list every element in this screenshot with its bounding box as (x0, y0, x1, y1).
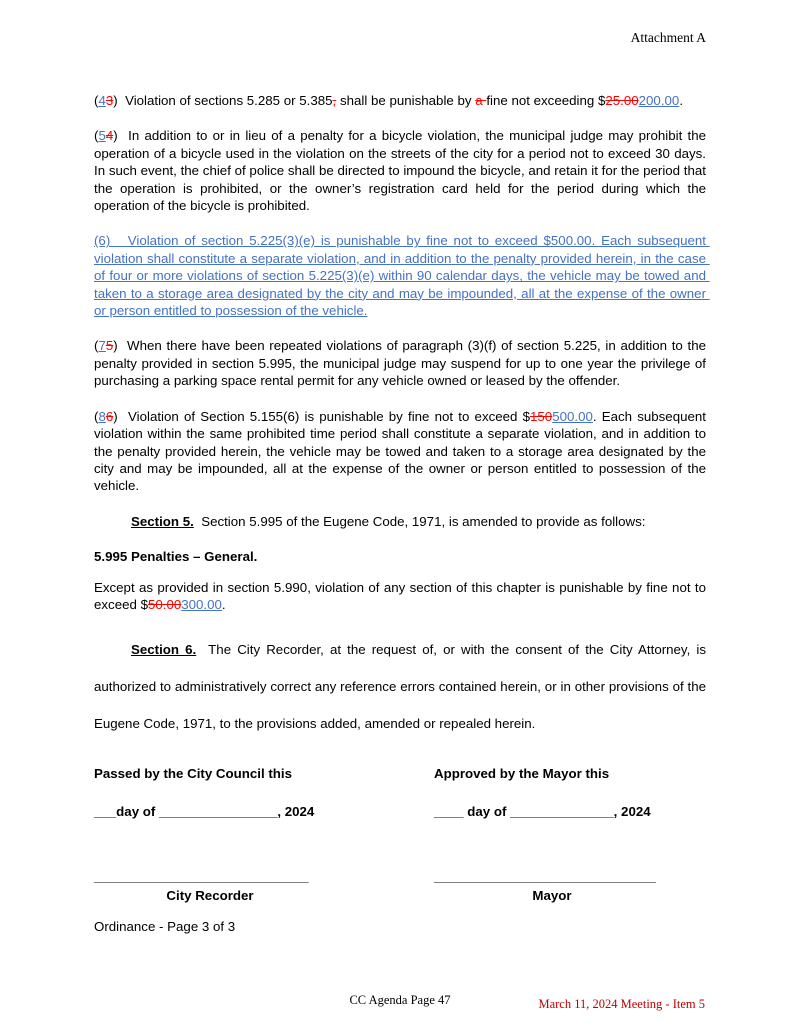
text-run-plain: ) In addition to or in lieu of a penalty for a bicycle violation, the municipal judge may prohibit the operation of a bicycle used in the violation on the streets of the city for a period not to exceed 30 days. In such event, the chief of police shall be directed to impound the bicycle, and retain it for the period that the operation is prohibited, or the owner’s registration card held for the period during which the operation of the bicycle is prohibited. (94, 128, 710, 214)
text-run-del: 4 (105, 128, 114, 144)
city-recorder-signature-line: _____________________________ (94, 869, 309, 885)
text-run-ins: 300.00 (181, 596, 222, 612)
text-run-del: 5 (105, 338, 114, 354)
text-run-boldu: Section 5. (131, 513, 194, 529)
text-run-boldu: Section 6. (131, 642, 197, 658)
text-run-ins: 7 (98, 338, 106, 354)
para-section-6 (94, 631, 710, 742)
text-run-plain: . Each subsequent violation within the same prohibited time period shall constitute a separate violation, and in addition to the penalty provided herein, the vehicle may be towed and taken to a storage area designated by the city and may be impounded, all at the expense of the owner or person entitled to possession of the vehicle. (94, 408, 710, 494)
text-run-ins: 200.00 (638, 93, 680, 108)
text-run-del: , (332, 93, 337, 108)
passed-by-council-label: Passed by the City Council this (94, 766, 293, 782)
text-run-del: 50.00 (147, 596, 182, 612)
mayor-title: Mayor (532, 887, 572, 903)
attachment-label: Attachment A (630, 30, 706, 45)
text-run-plain: ( (94, 93, 99, 108)
text-run-del: 25.00 (605, 93, 639, 108)
text-run-plain: ( (94, 338, 99, 354)
city-recorder-title: City Recorder (166, 887, 254, 903)
para-subsection-4 (94, 92, 706, 109)
text-run-plain: ) When there have been repeated violations of paragraph (3)(f) of section 5.225, in addition to the penalty provided in section 5.995, the municipal judge may suspend for up to one year the privilege of purchasing a parking space rental permit for any vehicle owned or leased by the offender. (94, 338, 710, 389)
council-day-of-line: ___day of ________________, 2024 (94, 803, 315, 819)
text-run-ins: 5 (98, 128, 106, 144)
text-run-plain: shall be punishable by (336, 93, 476, 108)
text-run-del: 6 (105, 408, 114, 424)
text-run-ins: 500.00 (552, 408, 593, 424)
text-run-ins: 8 (98, 408, 106, 424)
text-run-plain: ) Violation of sections 5.285 or 5.385 (113, 93, 333, 108)
text-run-del: 150 (530, 408, 553, 424)
document-paragraphs (94, 92, 710, 742)
text-run-bold: 5.995 Penalties – General. (94, 549, 258, 565)
para-subsection-6-inserted (94, 232, 710, 319)
text-run-plain: The City Recorder, at the request of, or with the consent of the City Attorney, is authorized to administratively correct any reference errors contained herein, or in other provisions of the Eugene Code, 1971, to the provisions added, amended or repealed herein. (94, 642, 710, 732)
agenda-page-label: CC Agenda Page 47 (349, 993, 451, 1007)
text-run-ins: (6) Violation of section 5.225(3)(e) is punishable by fine not to exceed $500.00. Each subsequent violation shall constitute a separate violation, and in addition to the penalty provided herein, in the case of four or more violations of section 5.225(3)(e) within 90 calendar days, the vehicle may be towed and taken to a storage area designated by the city and may be impounded, all at the expense of the owner or person entitled to possession of the vehicle. (94, 233, 710, 319)
text-run-plain: ( (94, 128, 99, 144)
page-footer (0, 993, 800, 1013)
ordinance-page-label: Ordinance - Page 3 of 3 (94, 918, 236, 934)
text-run-del: a (475, 93, 487, 108)
para-section-5 (94, 513, 706, 530)
text-run-plain: ) Violation of Section 5.155(6) is punishable by fine not to exceed $ (113, 408, 530, 424)
text-run-plain: . (679, 93, 684, 108)
para-subsection-5 (94, 127, 710, 214)
text-run-plain: fine not exceeding $ (486, 93, 606, 108)
text-run-plain: Except as provided in section 5.990, violation of any section of this chapter is punishable by fine not to exceed $ (94, 579, 710, 612)
text-run-plain: ( (94, 408, 99, 424)
mayor-day-of-line: ____ day of ______________, 2024 (434, 803, 651, 819)
para-subsection-7 (94, 337, 710, 389)
text-run-del: 3 (105, 93, 114, 108)
para-penalties-heading (94, 548, 706, 565)
para-penalties-text (94, 579, 710, 614)
text-run-plain: Section 5.995 of the Eugene Code, 1971, is amended to provide as follows: (193, 513, 646, 529)
text-run-plain: . (221, 596, 226, 612)
para-subsection-8 (94, 408, 710, 495)
mayor-signature-line: ______________________________ (434, 869, 656, 885)
text-run-ins: 4 (98, 93, 106, 108)
meeting-item-label: March 11, 2024 Meeting - Item 5 (538, 997, 705, 1011)
signature-block (94, 765, 706, 935)
approved-by-mayor-label: Approved by the Mayor this (434, 766, 610, 782)
